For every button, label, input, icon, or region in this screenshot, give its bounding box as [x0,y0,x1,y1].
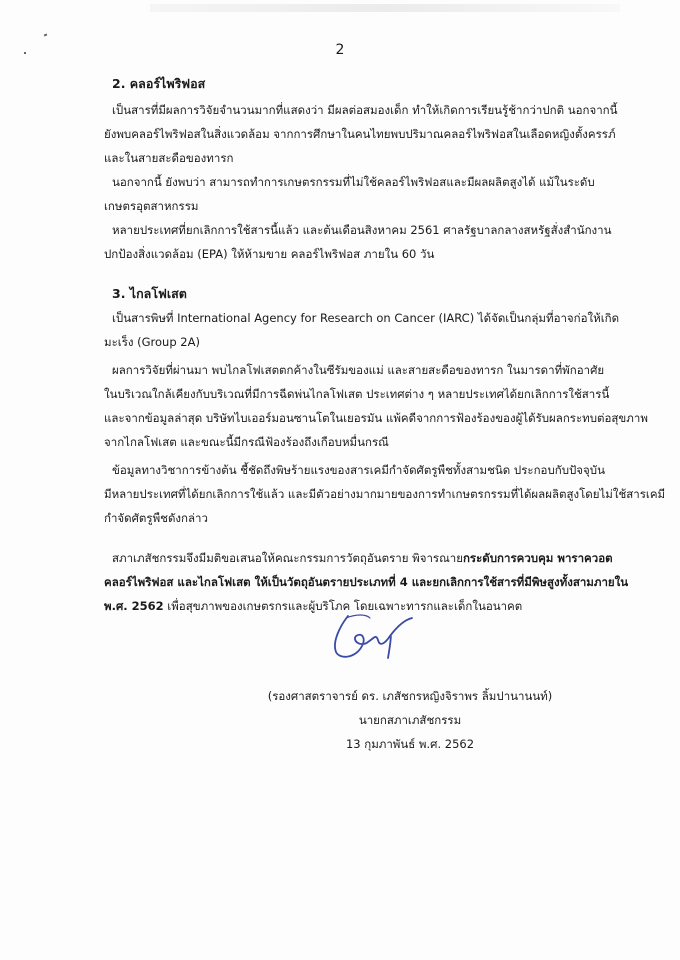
paragraph-line: ปกป้องสิ่งแวดล้อม (EPA) ให้ห้ามขาย คลอร์ไพริฟอส ภายใน 60 วัน [104,247,435,261]
page-number: 2 [335,42,345,58]
paragraph-line: ในบริเวณใกล้เคียงกับบริเวณที่มีการฉีดพ่นไกลโฟเสต ประเทศต่าง ๆ หลายประเทศได้ยกเลิกการใช้สารนี้ [104,387,610,401]
summary-paragraph [104,458,666,530]
section-glyphosate [104,282,648,454]
paragraph-line: ข้อมูลทางวิชาการข้างต้น ชี้ชัดถึงพิษร้ายแรงของสารเคมีกำจัดศัตรูพืชทั้งสามชนิด ประกอบกับปัจจุบัน [112,463,605,477]
paragraph-line: มีหลายประเทศที่ได้ยกเลิกการใช้แล้ว และมีตัวอย่างมากมายของการทำเกษตรกรรมที่ได้ผลผลิตสูงโดยไม่ใช้สารเคมี [104,487,666,501]
paragraph-line: เป็นสารที่มีผลการวิจัยจำนวนมากที่แสดงว่า มีผลต่อสมองเด็ก ทำให้เกิดการเรียนรู้ช้ากว่าปกติ นอกจากนี้ [112,103,618,117]
proposal-bold-line: คลอร์ไพริฟอส และไกลโฟเสต ให้เป็นวัตถุอันตรายประเภทที่ 4 และยกเลิกการใช้สารที่มีพิษสูงทั้งสามภายใน [104,575,629,589]
paragraph-line: และจากข้อมูลล่าสุด บริษัทไบเออร์มอนซานโตในเยอรมัน แพ้คดีจากการฟ้องร้องของผู้ได้รับผลกระทบต่อสุขภาพ [104,411,648,425]
paragraph-line: หลายประเทศที่ยกเลิกการใช้สารนี้แล้ว และต้นเดือนสิงหาคม 2561 ศาลรัฐบาลกลางสหรัฐสั่งสำนักงาน [112,223,612,237]
scan-artifact [150,4,620,12]
section-chlorpyrifos [104,72,618,266]
section-heading: 3. ไกลโฟเสต [112,286,187,301]
paragraph-line: ผลการวิจัยที่ผ่านมา พบไกลโฟเสตตกค้างในซีรัมของแม่ และสายสะดือของทารก ในมารดาที่พักอาศัย [112,363,605,377]
handwritten-signature [326,612,416,664]
proposal-paragraph [104,546,629,618]
proposal-year: พ.ศ. 2562 [104,599,164,613]
paragraph-line: จากไกลโฟเสต และขณะนี้มีกรณีฟ้องร้องถึงเกือบหมื่นกรณี [104,435,389,449]
paragraph-line: ยังพบคลอร์ไพริฟอสในสิ่งแวดล้อม จากการศึกษาในคนไทยพบปริมาณคลอร์ไพริฟอสในเลือดหญิงตั้งครรภ์ [104,127,616,141]
proposal-text: เพื่อสุขภาพของเกษตรกรและผู้บริโภค โดยเฉพาะทารกและเด็กในอนาคต [163,599,523,613]
document-date: 13 กุมภาพันธ์ พ.ศ. 2562 [345,737,475,751]
section-heading: 2. คลอร์ไพริฟอส [112,76,206,91]
signatory-position: นายกสภาเภสัชกรรม [358,713,462,727]
paragraph-line [112,546,613,570]
paragraph-line: เกษตรอุตสาหกรรม [104,199,199,213]
paragraph-line: และในสายสะดือของทารก [104,151,234,165]
signatory-name: (รองศาสตราจารย์ ดร. เภสัชกรหญิงจิราพร ลิ้มปานานนท์) [267,689,553,703]
proposal-text: สภาเภสัชกรรมจึงมีมติขอเสนอให้คณะกรรมการวัตถุอันตราย พิจารณาย [112,551,463,565]
signature-block [230,684,590,756]
paragraph-line: เป็นสารพิษที่ International Agency for Research on Cancer (IARC) ได้จัดเป็นกลุ่มที่อาจก่อให้เกิด [112,311,620,325]
paragraph-line: มะเร็ง (Group 2A) [104,335,200,349]
paragraph-line: นอกจากนี้ ยังพบว่า สามารถทำการเกษตรกรรมที่ไม่ใช้คลอร์ไพริฟอสและมีผลผลิตสูงได้ แม้ในระดับ [112,175,595,189]
paragraph-line: กำจัดศัตรูพืชดังกล่าว [104,511,208,525]
proposal-bold-text: กระดับการควบคุม พาราควอต [462,551,613,565]
scan-speck [44,34,48,37]
